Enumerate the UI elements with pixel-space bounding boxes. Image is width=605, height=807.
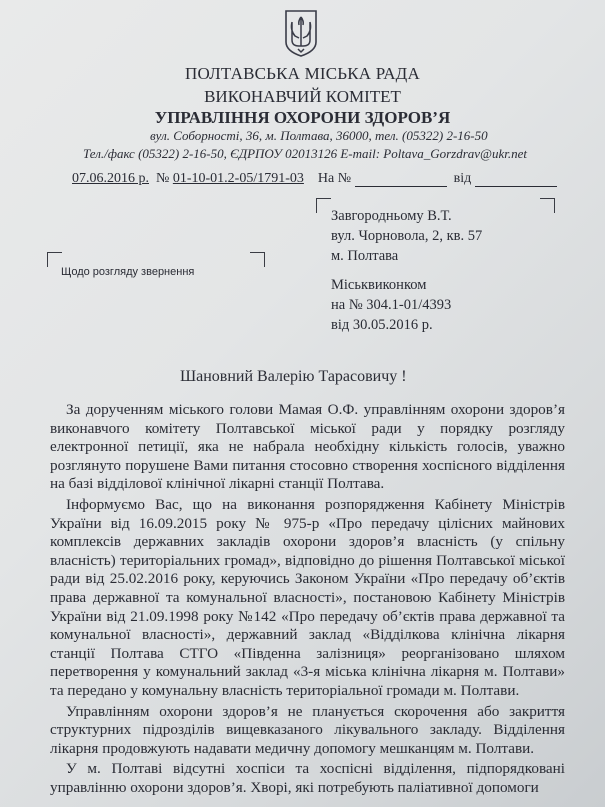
greeting: Шановний Валерію Тарасовичу ! (180, 368, 407, 385)
org-address: вул. Соборності, 36, м. Полтава, 36000, тел. (05322) 2-16-50 (150, 128, 488, 143)
body-paragraph: За дорученням міського голови Мамая О.Ф. управлінням охорони здоров’я виконавчого комітету Полтавської міської ради у порядку розгляду електронної петиції, яка не набрала необхідну кількість голосів, уважно розглянуто порушене Вами питання стосовно створення хоспісного відділення на базі відділової клінічної лікарні станції Полтава. (50, 401, 565, 493)
outgoing-reference-line (72, 171, 557, 187)
addressee-ref-number: на № 304.1-01/4393 (331, 297, 452, 313)
addressee-name: Завгородньому В.Т. (331, 208, 452, 224)
incoming-date-label: від (453, 171, 472, 186)
outgoing-number: 01-10-01.2-05/1791-03 (172, 171, 304, 186)
addressee-street: вул. Чорновола, 2, кв. 57 (331, 228, 483, 244)
trident-emblem-icon (283, 8, 319, 58)
org-name-city-council: ПОЛТАВСЬКА МІСЬКА РАДА (185, 64, 420, 83)
letter-body (50, 401, 565, 799)
subject-bracket-left (47, 252, 62, 267)
body-paragraph: Інформуємо Вас, що на виконання розпорядження Кабінету Міністрів України від 16.09.2015 року № 975-р «Про передачу цілісних майнових комплексів державних закладів охорони здоров’я власність (у спільну власність) територіальних громад», відповідно до рішення Полтавської міської ради від 25.02.2016 року, керуючись Законом України «Про передачу об’єктів права державної та комунальної власності», постановою Кабінету Міністрів України від 21.09.1998 року №142 «Про передачу об’єктів права державної та комунальної власності», державний заклад «Відділкова клінічна лікарня станції Полтава СТГО «Південна залізниця» реорганізовано шляхом перетворення у комунальний заклад «3-я міська клінічна лікарня м. Полтави» та передано у комунальну власність територіальної громади м. Полтави. (50, 495, 565, 699)
incoming-number-label: На № (317, 171, 352, 186)
outgoing-date: 07.06.2016 р. (72, 171, 149, 186)
subject-line: Щодо розгляду звернення (61, 266, 195, 278)
addressee-city: м. Полтава (331, 248, 399, 264)
org-name-executive-committee: ВИКОНАВЧИЙ КОМІТЕТ (204, 87, 401, 106)
addressee-ref-date: від 30.05.2016 р. (331, 317, 433, 333)
addressee-bracket-left (316, 198, 331, 213)
outgoing-number-label: № (156, 171, 170, 186)
addressee-bracket-right (540, 198, 555, 213)
incoming-date-blank (475, 172, 557, 187)
body-paragraph: Управлінням охорони здоров’я не планується скорочення або закриття структурних підрозділів вищевказаного лікувального закладу. Відділення лікарня продовжують надавати медичну допомогу мешканцям м. Полтави. (50, 702, 565, 757)
org-name-health-department: УПРАВЛІННЯ ОХОРОНИ ЗДОРОВ’Я (154, 108, 451, 127)
body-paragraph: У м. Полтаві відсутні хоспіси та хоспісні відділення, підпорядковані управлінню охорони здоров’я. Хворі, які потребують паліативної допомоги (50, 760, 565, 796)
org-contacts: Тел./факс (05322) 2-16-50, ЄДРПОУ 02013126 E-mail: Poltava_Gorzdrav@ukr.net (83, 146, 528, 161)
incoming-number-blank (355, 172, 447, 187)
addressee-org: Міськвиконком (331, 277, 427, 293)
subject-bracket-right (250, 252, 265, 267)
